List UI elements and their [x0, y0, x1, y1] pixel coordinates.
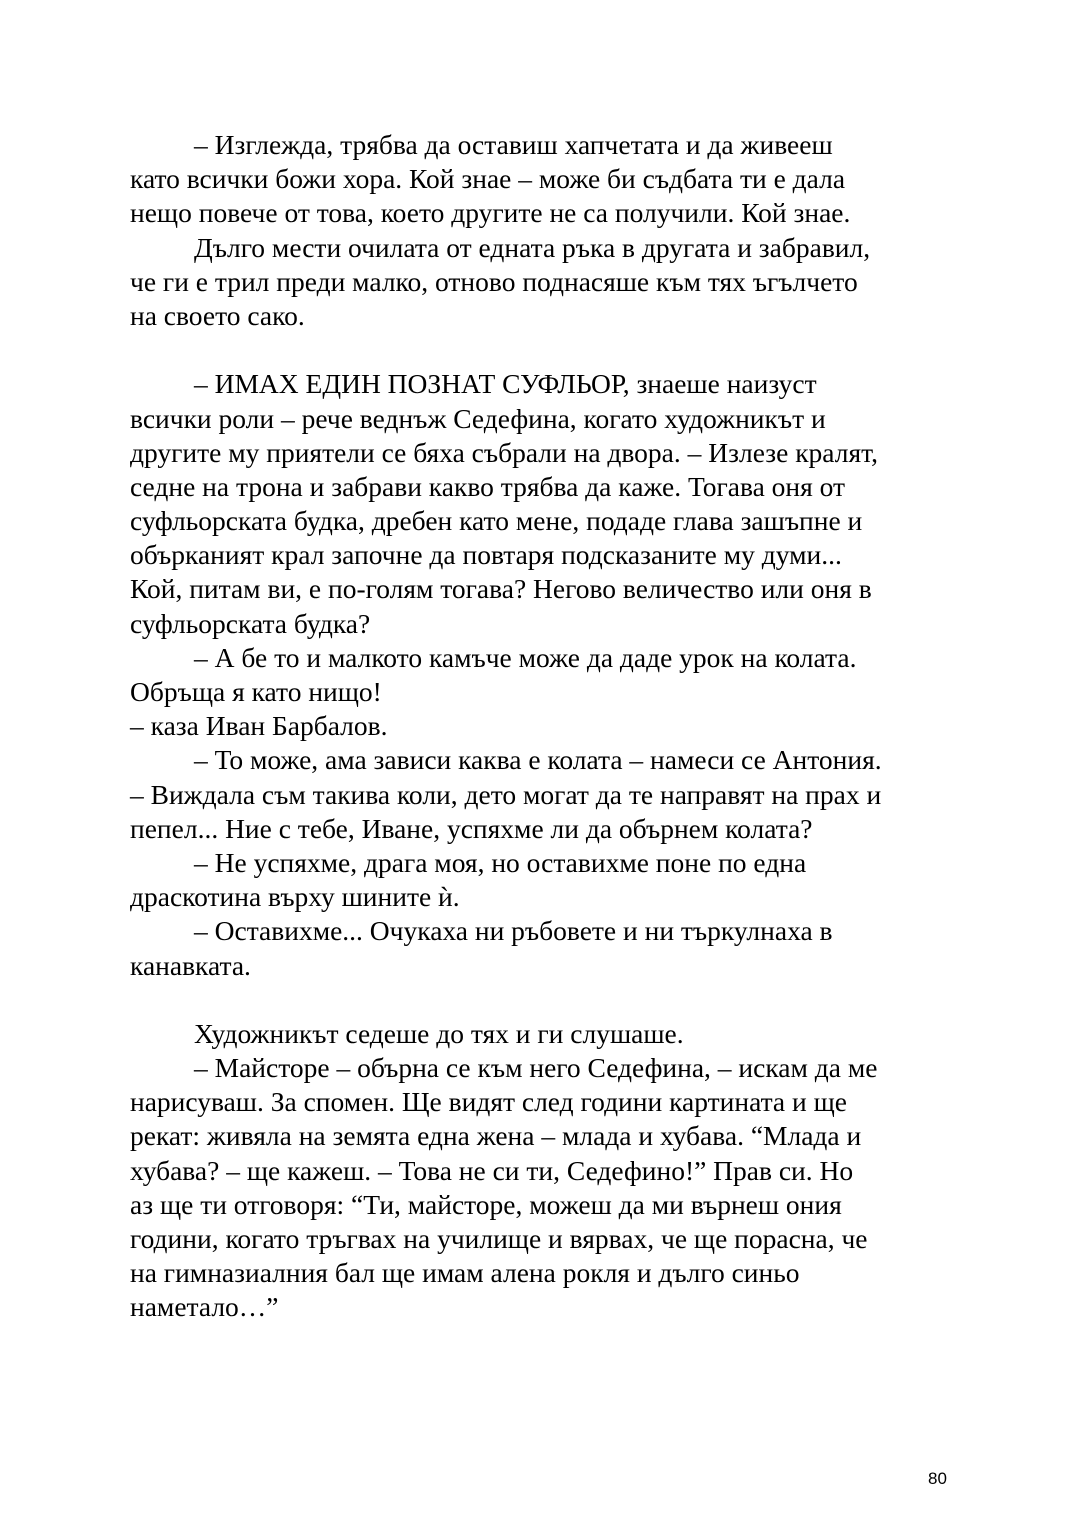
text-line: Художникът седеше до тях и ги слушаше.	[194, 1017, 684, 1049]
paragraph-gap	[130, 983, 960, 1017]
text-line: нарисуваш. За спомен. Ще видят след години картината и ще	[130, 1086, 847, 1118]
text-line: на гимназиалния бал ще имам алена рокля и дълго синьо	[130, 1257, 800, 1289]
body-text	[130, 128, 960, 1325]
text-line: – Виждала съм такива коли, дето могат да те направят на прах и	[130, 778, 882, 810]
text-line: суфльорската будка?	[130, 607, 371, 639]
text-line: наметало…”	[130, 1291, 279, 1323]
text-line: на своето сако.	[130, 299, 305, 331]
page-number: 80	[928, 1469, 947, 1488]
text-line: че ги е трил преди малко, отново поднасяше към тях ъгълчето	[130, 265, 858, 297]
text-line: всички роли – рече веднъж Седефина, когато художникът и	[130, 402, 826, 434]
text-line: обърканият крал започне да повтаря подсказаните му думи...	[130, 539, 842, 571]
text-line: – Оставихме... Очукаха ни ръбовете и ни търкулнаха в	[194, 915, 833, 947]
text-line: другите му приятели се бяха събрали на двора. – Излезе кралят,	[130, 436, 878, 468]
text-line: – Не успяхме, драга моя, но оставихме поне по една	[194, 846, 807, 878]
text-line: Дълго мести очилата от едната ръка в другата и забравил,	[194, 231, 871, 263]
text-line: рекат: живяла на земята една жена – млада и хубава. “Млада и	[130, 1120, 862, 1152]
text-line: Обръща я като нищо!	[130, 676, 382, 707]
text-line: – То може, ама зависи каква е колата – намеси се Антония.	[194, 744, 882, 776]
text-line: седне на трона и забрави какво трябва да каже. Тогава оня от	[130, 470, 846, 502]
text-line: нещо повече от това, което другите не са получили. Кой знае.	[130, 197, 851, 229]
text-line: – ИМАХ ЕДИН ПОЗНАТ СУФЛЬОР, знаеше наизуст	[194, 368, 817, 400]
paragraph-gap	[130, 333, 960, 367]
text-line: – Майсторе – обърна се към него Седефина, – искам да ме	[194, 1052, 878, 1084]
text-line: Кой, питам ви, е по-голям тогава? Негово величество или оня в	[130, 573, 872, 605]
text-line: пепел... Ние с тебе, Иване, успяхме ли да обърнем колата?	[130, 812, 813, 844]
text-line: – Изглежда, трябва да оставиш хапчетата и да живееш	[194, 129, 833, 160]
text-line: аз ще ти отговоря: “Ти, майсторе, можеш да ми върнеш ония	[130, 1188, 842, 1220]
text-line: канавката.	[130, 949, 251, 981]
text-line: години, когато тръгвах на училище и вярвах, че ще порасна, че	[130, 1223, 868, 1254]
text-line: хубава? – ще кажеш. – Това не си ти, Седефино!” Прав си. Но	[130, 1154, 854, 1186]
text-line: като всички божи хора. Кой знае – може би съдбата ти е дала	[130, 163, 846, 195]
text-line: суфльорската будка, дребен като мене, подаде глава зашъпне и	[130, 505, 863, 537]
text-line: драскотина върху шините ѝ.	[130, 881, 460, 913]
text-line: – А бе то и малкото камъче може да даде урок на колата.	[194, 641, 857, 673]
text-line: – каза Иван Барбалов.	[130, 710, 388, 742]
